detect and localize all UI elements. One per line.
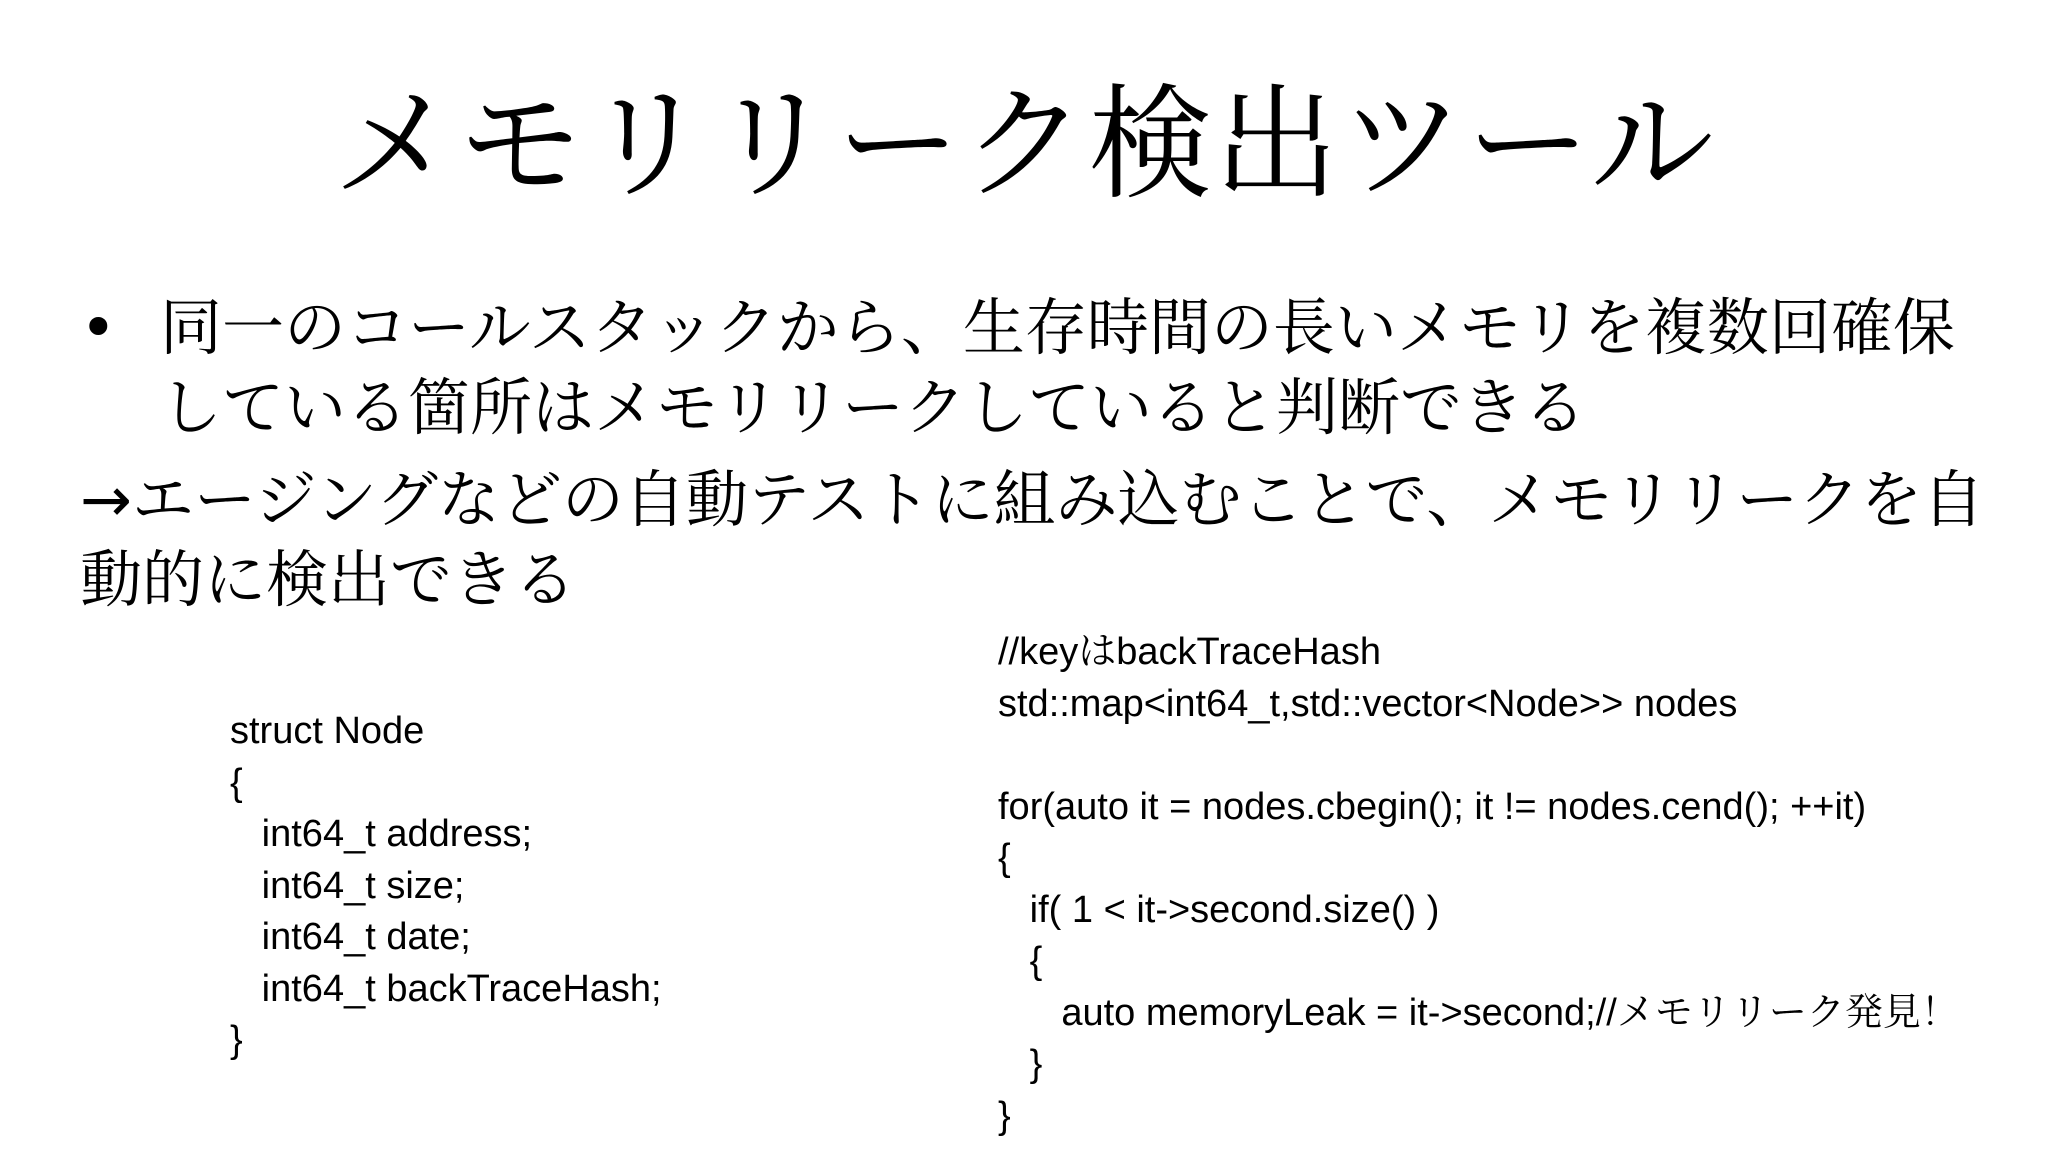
code-line: { [998, 940, 1043, 982]
code-line: for(auto it = nodes.cbegin(); it != nodes.cend(); ++it) [998, 785, 1867, 828]
bullet-item [80, 288, 2020, 448]
bullet-text-line-2: している箇所はメモリリークしていると判断できる [160, 371, 1587, 444]
leak-detection-code-block [998, 627, 1959, 1142]
bullet-text-line-1: 同一のコールスタックから、生存時間の長いメモリを複数回確保 [160, 291, 1955, 364]
code-line: } [230, 1019, 243, 1061]
slide-title: メモリリーク検出ツール [332, 73, 1716, 217]
code-line: if( 1 < it->second.size() ) [998, 888, 1440, 931]
code-line: int64_t address; [230, 813, 533, 855]
code-line: //keyはbackTraceHash [998, 631, 1381, 673]
code-line: int64_t backTraceHash; [230, 967, 662, 1010]
code-line: } [998, 1094, 1011, 1137]
code-line: std::map<int64_t,std::vector<Node>> nodes [998, 682, 1738, 725]
code-line: struct Node [230, 710, 425, 752]
note-line-1: →エージングなどの自動テストに組み込むことで、メモリリークを自 [80, 463, 1985, 536]
code-line: { [230, 761, 243, 804]
conclusion-note [80, 460, 2020, 620]
code-line [998, 730, 1959, 782]
bullet-dot-icon: • [80, 291, 117, 364]
code-line: auto memoryLeak = it->second;//メモリリーク発見！ [998, 991, 1959, 1034]
code-line: { [998, 837, 1011, 879]
code-line: int64_t size; [230, 864, 465, 907]
struct-node-code-block [230, 706, 662, 1067]
code-line: } [998, 1043, 1043, 1085]
code-line: int64_t date; [230, 916, 471, 958]
note-line-2: 動的に検出できる [80, 543, 577, 616]
bullet-list [80, 288, 2020, 448]
